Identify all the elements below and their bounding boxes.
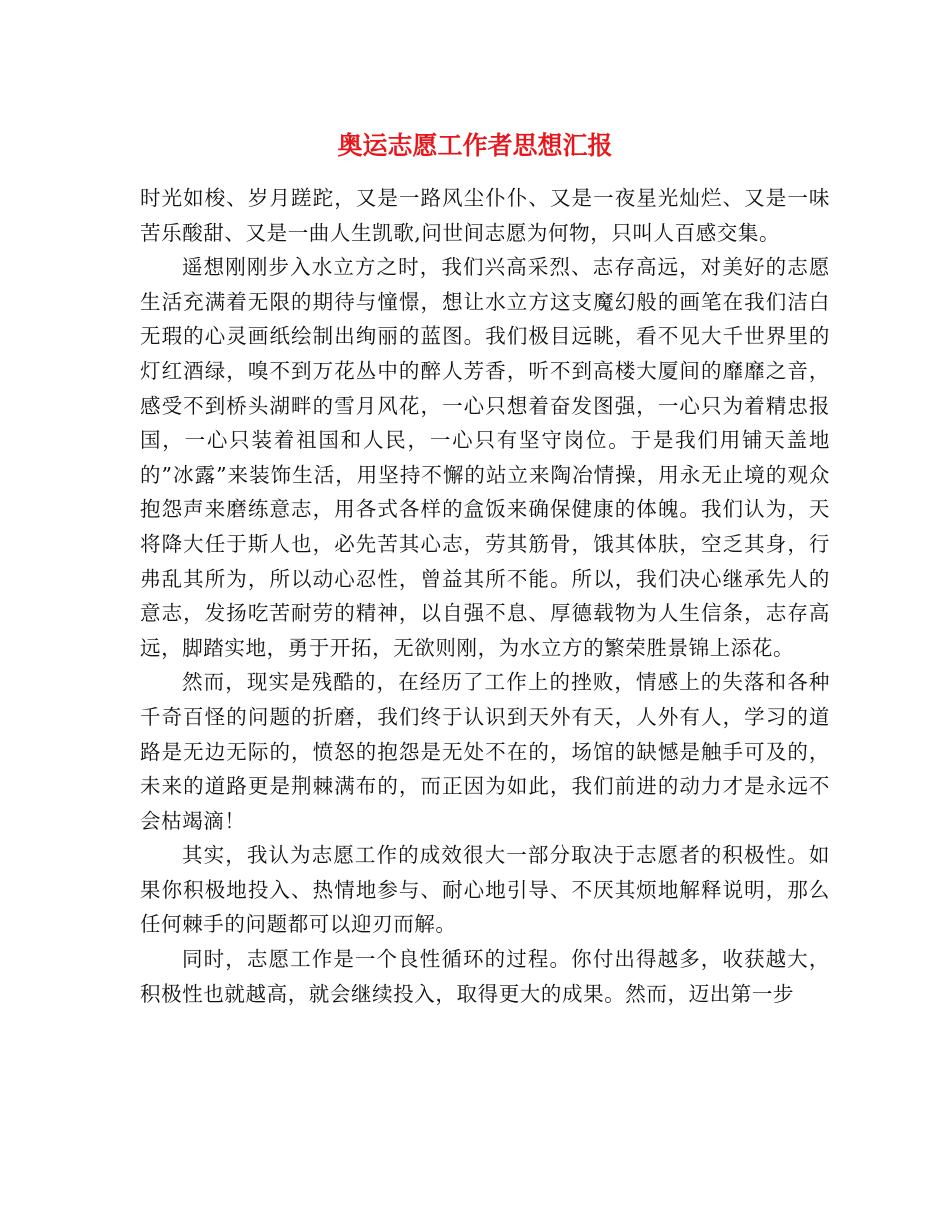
paragraph-intro: 时光如梭、岁月蹉跎，又是一路风尘仆仆、又是一夜星光灿烂、又是一味苦乐酸甜、又是一曲人生凯歌,问世间志愿为何物，只叫人百感交集。 — [140, 186, 830, 245]
paragraph-recollection: 遥想刚刚步入水立方之时，我们兴高采烈、志存高远，对美好的志愿生活充满着无限的期待与憧憬，想让水立方这支魔幻般的画笔在我们洁白无瑕的心灵画纸绘制出绚丽的蓝图。我们极目远眺，看不见大千世界里的灯红酒绿，嗅不到万花丛中的醉人芳香，听不到高楼大厦间的靡靡之音，感受不到桥头湖畔的雪月风花，一心只想着奋发图强，一心只为着精忠报国，一心只装着祖国和人民，一心只有坚守岗位。于是我们用铺天盖地的”冰露”来装饰生活，用坚持不懈的站立来陶冶情操，用永无止境的观众抱怨声来磨练意志，用各式各样的盒饭来确保健康的体魄。我们认为，天将降大任于斯人也，必先苦其心志，劳其筋骨，饿其体肤，空乏其身，行弗乱其所为，所以动心忍性，曾益其所不能。所以，我们决心继承先人的意志，发扬吃苦耐劳的精神，以自强不息、厚德载物为人生信条，志存高远，脚踏实地，勇于开拓，无欲则刚，为水立方的繁荣胜景锦上添花。 — [140, 255, 830, 660]
document-title: 奥运志愿工作者思想汇报 — [337, 131, 613, 160]
document-body — [140, 181, 830, 1011]
paragraph-enthusiasm: 其实，我认为志愿工作的成效很大一部分取决于志愿者的积极性。如果你积极地投入、热情地参与、耐心地引导、不厌其烦地解释说明，那么任何棘手的问题都可以迎刃而解。 — [140, 843, 830, 937]
paragraph-virtuous-cycle: 同时，志愿工作是一个良性循环的过程。你付出得越多，收获越大，积极性也就越高，就会继续投入，取得更大的成果。然而，迈出第一步 — [140, 947, 830, 1006]
paragraph-reality: 然而，现实是残酷的，在经历了工作上的挫败，情感上的失落和各种千奇百怪的问题的折磨，我们终于认识到天外有天，人外有人，学习的道路是无边无际的，愤怒的抱怨是无处不在的，场馆的缺憾是触手可及的，未来的道路更是荆棘满布的，而正因为如此，我们前进的动力才是永远不会枯竭滴！ — [140, 670, 830, 833]
